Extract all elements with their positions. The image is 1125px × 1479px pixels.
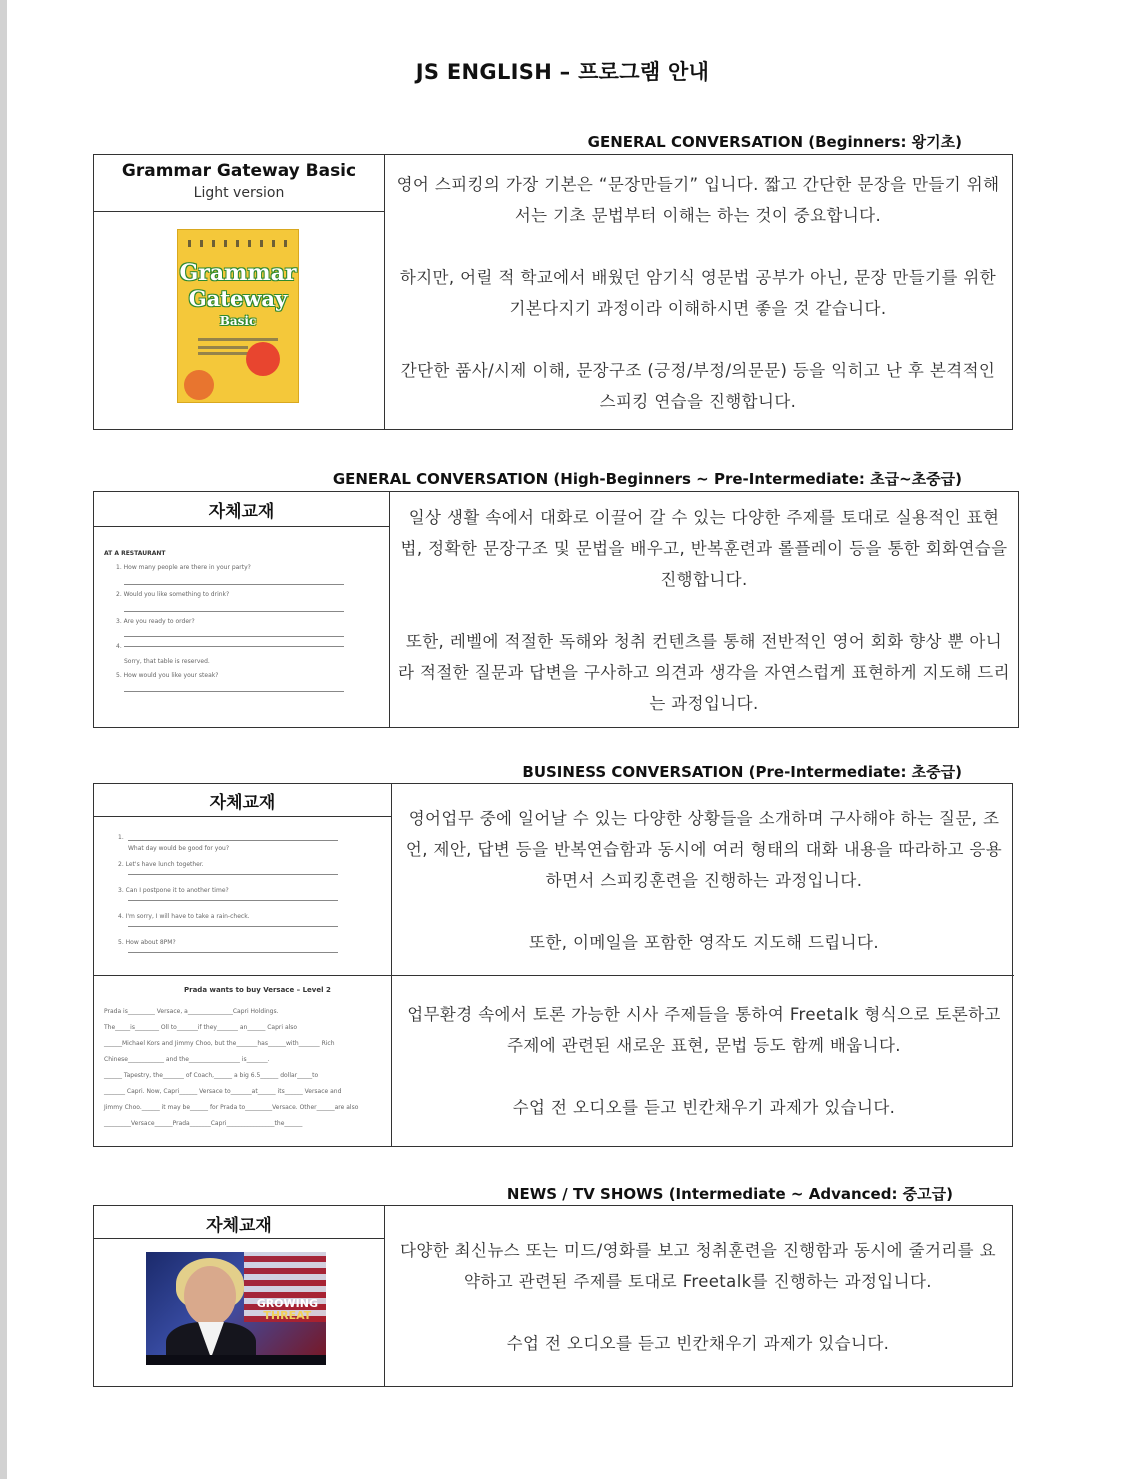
section-heading-business: BUSINESS CONVERSATION (Pre-Intermediate: 초중급) [522,763,962,781]
paragraph: 수업 전 오디오를 듣고 빈칸채우기 과제가 있습니다. [506,1334,890,1353]
news-caption-line2: THREAT [263,1309,312,1322]
news-caption-line1: GROWING [256,1297,318,1310]
book-cover-line1: Grammar [179,260,297,286]
paragraph: 수업 전 오디오를 듣고 빈칸채우기 과제가 있습니다. [512,1098,896,1117]
worksheet-image: 1. What day would be good for you? 2. Let's have lunch together. 3. Can I postpone it to another time? 4. I'm sorry, I will have to take a rain-check. 5. How about 8PM? [114,834,374,964]
section-box-high-beginners [93,491,1019,728]
section-description [398,502,1010,719]
material-label [94,497,389,522]
material-title: 자체교재 [208,502,275,522]
paragraph: 간단한 품사/시제 이해, 문장구조 (긍정/부정/의문문) 등을 익히고 난 후 본격적인 스피킹 연습을 진행합니다. [400,361,996,411]
news-broadcast-image [146,1252,326,1365]
worksheet-image: AT A RESTAURANT 1. How many people are there in your party? 2. Would you like something to drink? 3. Are you ready to order? 4. Sorry, that table is reserved. 5. How would you like your steak? [104,550,374,700]
section-description [394,1235,1002,1359]
book-cover-line3: Basic [219,314,257,328]
section-box-business [93,783,1013,1147]
material-label [94,788,391,813]
paragraph: 일상 생활 속에서 대화로 이끌어 갈 수 있는 다양한 주제를 토대로 실용적인 표현법, 정확한 문장구조 및 문법을 배우고, 반복훈련과 롤플레이 등을 통한 회화연습을 진행합니다. [400,508,1008,589]
paragraph: 영어 스피킹의 가장 기본은 “문장만들기” 입니다. 짧고 간단한 문장을 만들기 위해서는 기초 문법부터 이해는 하는 것이 중요합니다. [396,175,1000,225]
book-cover-image [177,229,299,403]
paragraph: 영어업무 중에 일어날 수 있는 다양한 상황들을 소개하며 구사해야 하는 질문, 조언, 제안, 답변 등을 반복연습함과 동시에 여러 형태의 대화 내용을 따라하고 응용하면서 스피킹훈련을 진행하는 과정입니다. [405,809,1003,890]
material-title: 자체교재 [206,1216,272,1236]
material-title: Grammar Gateway Basic [121,161,357,181]
section-heading-high-beginners: GENERAL CONVERSATION (High-Beginners ~ Pre-Intermediate: 초급~초중급) [332,470,962,488]
material-title: 자체교재 [209,793,276,813]
section-box-news [93,1205,1013,1387]
paragraph: 또한, 레벨에 적절한 독해와 청취 컨텐츠를 통해 전반적인 영어 회화 향상 뿐 아니라 적절한 질문과 답변을 구사하고 의견과 생각을 자연스럽게 표현하게 지도해 드리는 과정입니다. [398,632,1010,713]
paragraph: 또한, 이메일을 포함한 영작도 지도해 드립니다. [529,933,879,952]
material-subtitle: Light version [193,185,285,201]
material-label [94,161,384,201]
paragraph: 다양한 최신뉴스 또는 미드/영화를 보고 청취훈련을 진행함과 동시에 줄거리를 요약하고 관련된 주제를 토대로 Freetalk를 진행하는 과정입니다. [400,1241,996,1291]
cloze-worksheet-image: Prada wants to buy Versace – Level 2 Prada is_________ Versace, a_______________Capri Holdings. The_____is________ Oll to_______if they_______ an______ Capri also ______Michael Kors and Jimmy Choo, but the_______has______with_______ Rich Chinese____________ and the_________________ is_______. ______ Tapestry, the_______ of Coach,______ a big 6.5______ dollar_____to _______ Capri. Now, Capri______ Versace to_______at______ its______ Versace and Jimmy Choo.______ it may be______ for Prada to_________Versace. Other______are also _________Versace______Prada_______Capri________________the______ [104,986,359,1127]
section-heading-news: NEWS / TV SHOWS (Intermediate ~ Advanced: 중고급) [506,1185,953,1203]
section-heading-beginners: GENERAL CONVERSATION (Beginners: 왕기초) [587,133,962,151]
section-description-2 [400,999,1008,1123]
paragraph: 하지만, 어릴 적 학교에서 배웠던 암기식 영문법 공부가 아닌, 문장 만들기를 위한 기본다지기 과정이라 이해하시면 좋을 것 같습니다. [399,268,997,318]
material-label [94,1211,384,1236]
section-description [394,169,1002,417]
page-title: JS ENGLISH – 프로그램 안내 [415,60,710,84]
paragraph: 업무환경 속에서 토론 가능한 시사 주제들을 통하여 Freetalk 형식으로 토론하고 주제에 관련된 새로운 표현, 문법 등도 함께 배웁니다. [407,1005,1001,1055]
section-box-beginners [93,154,1013,430]
page-edge [0,0,7,1479]
book-cover-line2: Gateway [188,286,288,311]
section-description [400,803,1008,958]
